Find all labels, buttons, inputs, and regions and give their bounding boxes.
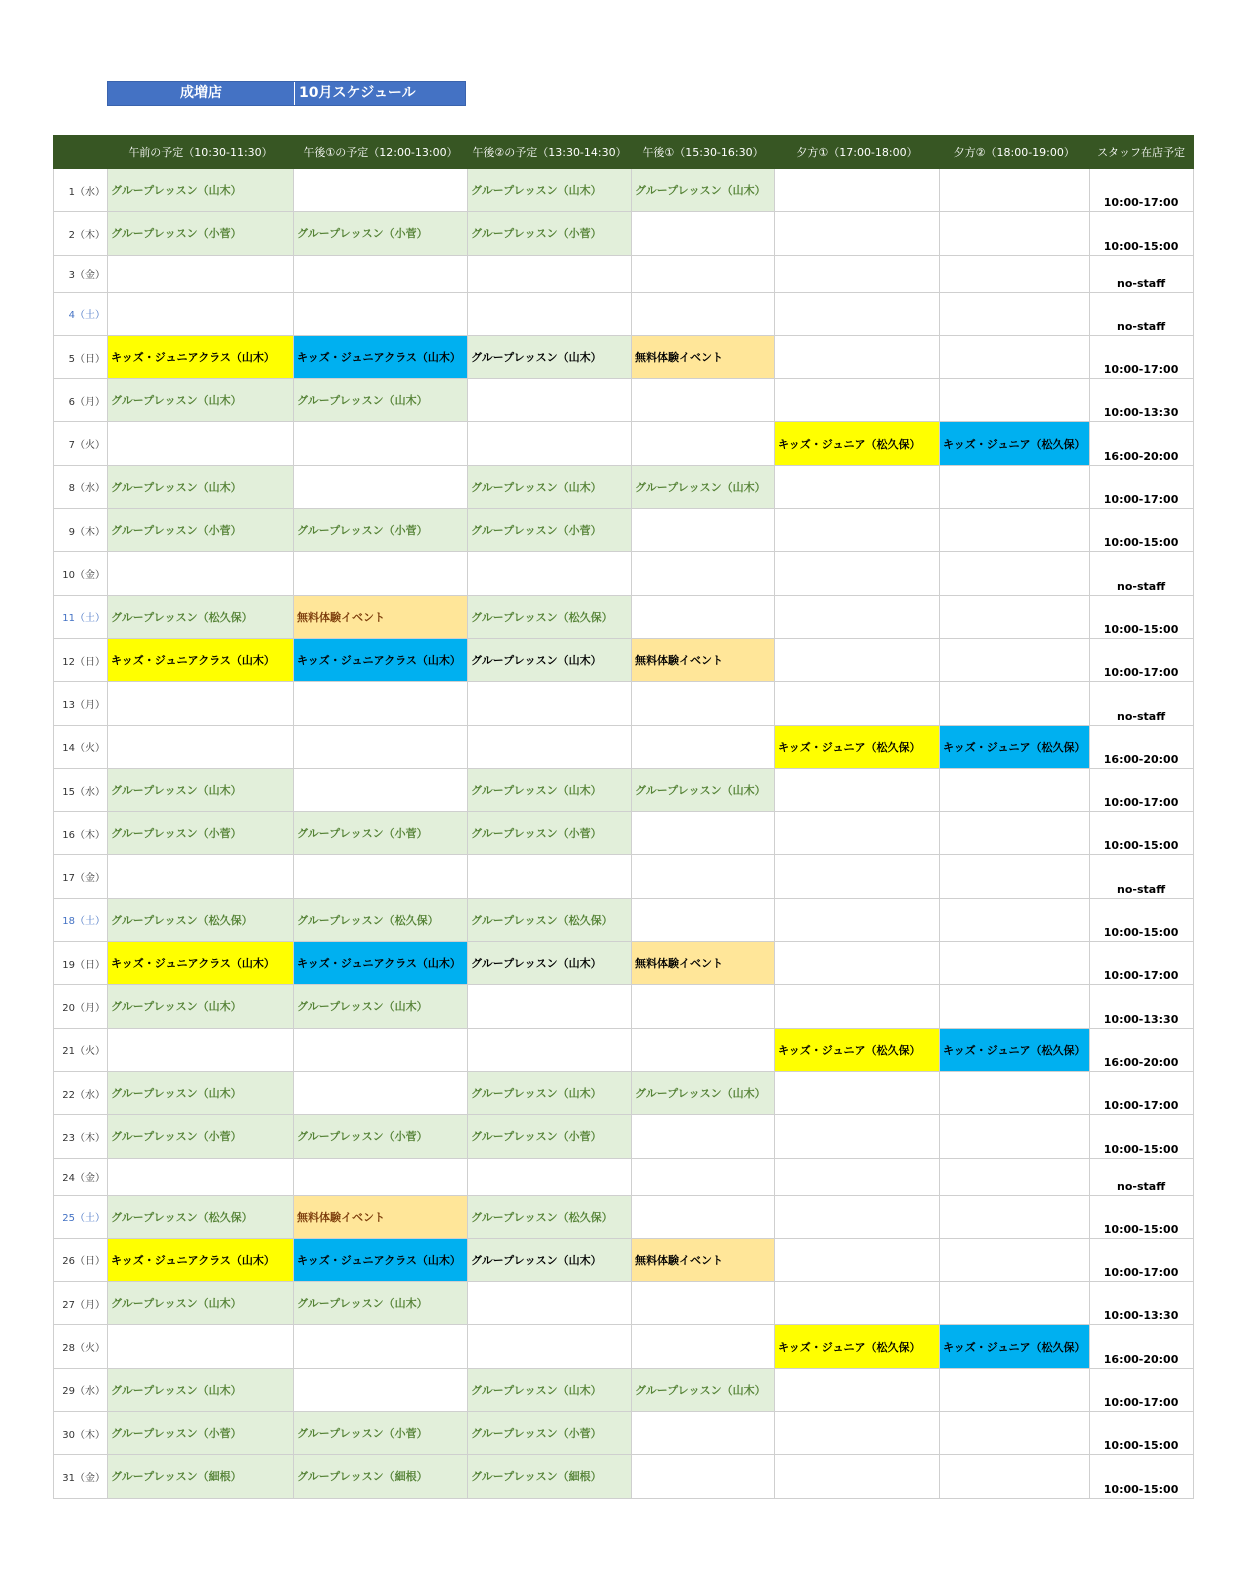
slot-afternoon-3 xyxy=(632,682,775,725)
schedule-body xyxy=(54,169,1194,1499)
slot-afternoon-2 xyxy=(468,1325,632,1368)
slot-morning xyxy=(108,682,294,725)
slot-afternoon-2 xyxy=(468,552,632,595)
slot-afternoon-2 xyxy=(468,725,632,768)
slot-afternoon-3 xyxy=(632,1455,775,1498)
slot-afternoon-2 xyxy=(468,379,632,422)
slot-afternoon-1: グループレッスン（小菅） xyxy=(294,1115,468,1158)
header-row xyxy=(54,136,1194,169)
slot-afternoon-1: グループレッスン（松久保） xyxy=(294,898,468,941)
day-label: 31（金） xyxy=(54,1455,108,1498)
slot-afternoon-2: グループレッスン（山木） xyxy=(468,1368,632,1411)
slot-morning: グループレッスン（松久保） xyxy=(108,595,294,638)
slot-morning: キッズ・ジュニアクラス（山木） xyxy=(108,1238,294,1281)
slot-afternoon-3 xyxy=(632,1115,775,1158)
staff-hours: 10:00-17:00 xyxy=(1089,169,1193,212)
table-row xyxy=(54,335,1194,378)
slot-evening-2: キッズ・ジュニア（松久保） xyxy=(940,1325,1090,1368)
slot-afternoon-2 xyxy=(468,1282,632,1325)
slot-afternoon-1: キッズ・ジュニアクラス（山木） xyxy=(294,1238,468,1281)
table-row xyxy=(54,855,1194,898)
slot-evening-2 xyxy=(940,1412,1090,1455)
slot-afternoon-2: グループレッスン（山木） xyxy=(468,465,632,508)
slot-morning: グループレッスン（山木） xyxy=(108,1071,294,1114)
staff-hours: 10:00-15:00 xyxy=(1089,1195,1193,1238)
slot-afternoon-3 xyxy=(632,1195,775,1238)
slot-afternoon-3 xyxy=(632,855,775,898)
staff-hours: 10:00-17:00 xyxy=(1089,335,1193,378)
slot-afternoon-3: 無料体験イベント xyxy=(632,1238,775,1281)
slot-evening-2 xyxy=(940,855,1090,898)
header-evening-1: 夕方①（17:00-18:00） xyxy=(775,136,940,169)
slot-afternoon-3 xyxy=(632,985,775,1028)
slot-afternoon-1 xyxy=(294,169,468,212)
slot-afternoon-2: グループレッスン（松久保） xyxy=(468,1195,632,1238)
slot-evening-1 xyxy=(775,379,940,422)
staff-hours: 10:00-17:00 xyxy=(1089,768,1193,811)
slot-morning xyxy=(108,1158,294,1195)
slot-afternoon-2: グループレッスン（小菅） xyxy=(468,212,632,255)
staff-hours: 10:00-17:00 xyxy=(1089,1238,1193,1281)
slot-afternoon-1: キッズ・ジュニアクラス（山木） xyxy=(294,638,468,681)
slot-afternoon-1 xyxy=(294,1158,468,1195)
day-label: 25（土） xyxy=(54,1195,108,1238)
header-afternoon-1: 午後①の予定（12:00-13:00） xyxy=(294,136,468,169)
slot-afternoon-1: グループレッスン（小菅） xyxy=(294,212,468,255)
table-row xyxy=(54,1238,1194,1281)
slot-afternoon-1: グループレッスン（山木） xyxy=(294,1282,468,1325)
table-row xyxy=(54,169,1194,212)
slot-morning: グループレッスン（松久保） xyxy=(108,1195,294,1238)
slot-evening-2 xyxy=(940,812,1090,855)
slot-afternoon-3: 無料体験イベント xyxy=(632,942,775,985)
slot-evening-2 xyxy=(940,169,1090,212)
slot-evening-1 xyxy=(775,465,940,508)
staff-hours: 16:00-20:00 xyxy=(1089,725,1193,768)
table-row xyxy=(54,682,1194,725)
slot-afternoon-1: グループレッスン（小菅） xyxy=(294,1412,468,1455)
slot-afternoon-2 xyxy=(468,1158,632,1195)
day-label: 29（水） xyxy=(54,1368,108,1411)
table-row xyxy=(54,1028,1194,1071)
slot-afternoon-3 xyxy=(632,552,775,595)
slot-evening-1 xyxy=(775,942,940,985)
staff-hours: 10:00-17:00 xyxy=(1089,942,1193,985)
slot-afternoon-3 xyxy=(632,292,775,335)
slot-afternoon-3 xyxy=(632,1158,775,1195)
slot-morning xyxy=(108,1028,294,1071)
slot-afternoon-2: グループレッスン（山木） xyxy=(468,1071,632,1114)
table-row xyxy=(54,1455,1194,1498)
slot-afternoon-1 xyxy=(294,855,468,898)
slot-evening-2 xyxy=(940,942,1090,985)
slot-afternoon-3 xyxy=(632,1028,775,1071)
slot-afternoon-1: 無料体験イベント xyxy=(294,1195,468,1238)
table-row xyxy=(54,638,1194,681)
header-day xyxy=(54,136,108,169)
staff-hours: 10:00-15:00 xyxy=(1089,898,1193,941)
slot-afternoon-2: グループレッスン（山木） xyxy=(468,638,632,681)
slot-afternoon-3: グループレッスン（山木） xyxy=(632,1368,775,1411)
staff-hours: 16:00-20:00 xyxy=(1089,422,1193,465)
slot-evening-2: キッズ・ジュニア（松久保） xyxy=(940,422,1090,465)
slot-afternoon-3: 無料体験イベント xyxy=(632,638,775,681)
staff-hours: no-staff xyxy=(1089,682,1193,725)
slot-afternoon-1 xyxy=(294,292,468,335)
day-label: 17（金） xyxy=(54,855,108,898)
table-row xyxy=(54,812,1194,855)
slot-afternoon-2: グループレッスン（小菅） xyxy=(468,1115,632,1158)
staff-hours: 10:00-17:00 xyxy=(1089,465,1193,508)
slot-afternoon-3: グループレッスン（山木） xyxy=(632,1071,775,1114)
staff-hours: 10:00-17:00 xyxy=(1089,1071,1193,1114)
slot-afternoon-3 xyxy=(632,725,775,768)
table-row xyxy=(54,1325,1194,1368)
slot-morning: グループレッスン（山木） xyxy=(108,1368,294,1411)
month-title: 10月スケジュール xyxy=(294,82,465,105)
table-row xyxy=(54,292,1194,335)
slot-afternoon-3 xyxy=(632,422,775,465)
slot-afternoon-1 xyxy=(294,1368,468,1411)
slot-morning: グループレッスン（細根） xyxy=(108,1455,294,1498)
slot-evening-2 xyxy=(940,379,1090,422)
staff-hours: 16:00-20:00 xyxy=(1089,1325,1193,1368)
table-row xyxy=(54,1412,1194,1455)
slot-evening-1: キッズ・ジュニア（松久保） xyxy=(775,1325,940,1368)
slot-morning xyxy=(108,552,294,595)
slot-afternoon-1 xyxy=(294,768,468,811)
slot-afternoon-2 xyxy=(468,292,632,335)
day-label: 8（水） xyxy=(54,465,108,508)
staff-hours: 10:00-13:30 xyxy=(1089,985,1193,1028)
schedule-table xyxy=(53,135,1194,1499)
slot-afternoon-1 xyxy=(294,725,468,768)
slot-evening-2 xyxy=(940,595,1090,638)
slot-afternoon-2 xyxy=(468,422,632,465)
staff-hours: 10:00-15:00 xyxy=(1089,595,1193,638)
slot-afternoon-2: グループレッスン（小菅） xyxy=(468,1412,632,1455)
slot-evening-1 xyxy=(775,1158,940,1195)
slot-afternoon-2 xyxy=(468,855,632,898)
store-name: 成増店 xyxy=(180,85,222,101)
slot-morning: グループレッスン（小菅） xyxy=(108,212,294,255)
slot-afternoon-3: 無料体験イベント xyxy=(632,335,775,378)
table-row xyxy=(54,552,1194,595)
slot-evening-1 xyxy=(775,255,940,292)
slot-evening-1 xyxy=(775,1115,940,1158)
slot-morning: グループレッスン（小菅） xyxy=(108,1115,294,1158)
slot-afternoon-2: グループレッスン（山木） xyxy=(468,942,632,985)
slot-afternoon-2: グループレッスン（松久保） xyxy=(468,595,632,638)
table-row xyxy=(54,1195,1194,1238)
slot-evening-1 xyxy=(775,682,940,725)
header-staff: スタッフ在店予定 xyxy=(1089,136,1193,169)
slot-evening-1 xyxy=(775,1455,940,1498)
slot-evening-1 xyxy=(775,638,940,681)
header-evening-2: 夕方②（18:00-19:00） xyxy=(940,136,1090,169)
table-row xyxy=(54,212,1194,255)
slot-evening-2 xyxy=(940,682,1090,725)
slot-evening-1 xyxy=(775,552,940,595)
staff-hours: no-staff xyxy=(1089,552,1193,595)
day-label: 19（日） xyxy=(54,942,108,985)
slot-evening-2 xyxy=(940,1282,1090,1325)
day-label: 16（木） xyxy=(54,812,108,855)
table-row xyxy=(54,942,1194,985)
slot-morning xyxy=(108,292,294,335)
day-label: 18（土） xyxy=(54,898,108,941)
day-label: 27（月） xyxy=(54,1282,108,1325)
day-label: 15（水） xyxy=(54,768,108,811)
slot-morning: キッズ・ジュニアクラス（山木） xyxy=(108,335,294,378)
slot-evening-2 xyxy=(940,768,1090,811)
day-label: 22（水） xyxy=(54,1071,108,1114)
staff-hours: 10:00-15:00 xyxy=(1089,1455,1193,1498)
slot-afternoon-1 xyxy=(294,255,468,292)
slot-evening-1 xyxy=(775,292,940,335)
slot-afternoon-1: グループレッスン（山木） xyxy=(294,379,468,422)
slot-afternoon-1 xyxy=(294,1028,468,1071)
slot-afternoon-3 xyxy=(632,212,775,255)
slot-evening-2 xyxy=(940,465,1090,508)
slot-afternoon-3 xyxy=(632,1325,775,1368)
slot-evening-1 xyxy=(775,1195,940,1238)
table-row xyxy=(54,725,1194,768)
slot-afternoon-2: グループレッスン（山木） xyxy=(468,169,632,212)
slot-morning: グループレッスン（山木） xyxy=(108,465,294,508)
slot-evening-2 xyxy=(940,1195,1090,1238)
slot-evening-1: キッズ・ジュニア（松久保） xyxy=(775,422,940,465)
slot-afternoon-1: グループレッスン（細根） xyxy=(294,1455,468,1498)
slot-morning: グループレッスン（松久保） xyxy=(108,898,294,941)
header-morning: 午前の予定（10:30-11:30） xyxy=(108,136,294,169)
slot-evening-2 xyxy=(940,335,1090,378)
slot-evening-1 xyxy=(775,169,940,212)
slot-evening-1 xyxy=(775,898,940,941)
slot-morning xyxy=(108,255,294,292)
slot-evening-2 xyxy=(940,1071,1090,1114)
slot-afternoon-1 xyxy=(294,552,468,595)
slot-evening-2 xyxy=(940,1115,1090,1158)
staff-hours: 10:00-13:30 xyxy=(1089,379,1193,422)
staff-hours: 10:00-15:00 xyxy=(1089,812,1193,855)
slot-afternoon-1: キッズ・ジュニアクラス（山木） xyxy=(294,335,468,378)
table-row xyxy=(54,768,1194,811)
slot-evening-1 xyxy=(775,1238,940,1281)
slot-morning: グループレッスン（山木） xyxy=(108,768,294,811)
slot-afternoon-2: グループレッスン（松久保） xyxy=(468,898,632,941)
day-label: 12（日） xyxy=(54,638,108,681)
slot-afternoon-2: グループレッスン（山木） xyxy=(468,1238,632,1281)
slot-afternoon-2 xyxy=(468,1028,632,1071)
slot-morning: グループレッスン（山木） xyxy=(108,1282,294,1325)
slot-afternoon-1: グループレッスン（山木） xyxy=(294,985,468,1028)
day-label: 30（木） xyxy=(54,1412,108,1455)
slot-evening-1 xyxy=(775,1282,940,1325)
staff-hours: no-staff xyxy=(1089,292,1193,335)
slot-morning: グループレッスン（山木） xyxy=(108,379,294,422)
table-row xyxy=(54,509,1194,552)
slot-morning xyxy=(108,855,294,898)
day-label: 20（月） xyxy=(54,985,108,1028)
slot-morning xyxy=(108,1325,294,1368)
slot-afternoon-3: グループレッスン（山木） xyxy=(632,169,775,212)
slot-afternoon-3 xyxy=(632,509,775,552)
slot-evening-2 xyxy=(940,292,1090,335)
day-label: 9（木） xyxy=(54,509,108,552)
slot-afternoon-3 xyxy=(632,812,775,855)
day-label: 10（金） xyxy=(54,552,108,595)
slot-afternoon-2 xyxy=(468,255,632,292)
day-label: 13（月） xyxy=(54,682,108,725)
slot-afternoon-3: グループレッスン（山木） xyxy=(632,768,775,811)
slot-evening-1 xyxy=(775,595,940,638)
day-label: 24（金） xyxy=(54,1158,108,1195)
slot-afternoon-3 xyxy=(632,1412,775,1455)
table-row xyxy=(54,1368,1194,1411)
slot-morning: グループレッスン（小菅） xyxy=(108,812,294,855)
slot-evening-2 xyxy=(940,509,1090,552)
slot-evening-2 xyxy=(940,255,1090,292)
slot-evening-2: キッズ・ジュニア（松久保） xyxy=(940,725,1090,768)
slot-afternoon-3 xyxy=(632,255,775,292)
slot-evening-2 xyxy=(940,1238,1090,1281)
slot-morning: グループレッスン（山木） xyxy=(108,985,294,1028)
slot-afternoon-3 xyxy=(632,379,775,422)
day-label: 26（日） xyxy=(54,1238,108,1281)
slot-afternoon-3: グループレッスン（山木） xyxy=(632,465,775,508)
table-row xyxy=(54,985,1194,1028)
table-row xyxy=(54,1071,1194,1114)
slot-afternoon-2: グループレッスン（小菅） xyxy=(468,812,632,855)
table-row xyxy=(54,1282,1194,1325)
slot-evening-1 xyxy=(775,1412,940,1455)
slot-evening-2 xyxy=(940,1368,1090,1411)
slot-morning xyxy=(108,422,294,465)
slot-afternoon-2 xyxy=(468,985,632,1028)
slot-evening-1 xyxy=(775,212,940,255)
slot-afternoon-1: グループレッスン（小菅） xyxy=(294,509,468,552)
day-label: 28（火） xyxy=(54,1325,108,1368)
staff-hours: 10:00-17:00 xyxy=(1089,638,1193,681)
day-label: 6（月） xyxy=(54,379,108,422)
table-row xyxy=(54,595,1194,638)
slot-evening-2 xyxy=(940,985,1090,1028)
staff-hours: 16:00-20:00 xyxy=(1089,1028,1193,1071)
slot-evening-1 xyxy=(775,985,940,1028)
slot-evening-1 xyxy=(775,855,940,898)
slot-afternoon-1: 無料体験イベント xyxy=(294,595,468,638)
slot-evening-1 xyxy=(775,812,940,855)
table-row xyxy=(54,898,1194,941)
slot-afternoon-3 xyxy=(632,1282,775,1325)
slot-evening-1: キッズ・ジュニア（松久保） xyxy=(775,1028,940,1071)
slot-evening-2 xyxy=(940,898,1090,941)
slot-evening-1 xyxy=(775,335,940,378)
slot-afternoon-2: グループレッスン（山木） xyxy=(468,768,632,811)
slot-afternoon-2: グループレッスン（細根） xyxy=(468,1455,632,1498)
staff-hours: 10:00-15:00 xyxy=(1089,1115,1193,1158)
slot-morning: キッズ・ジュニアクラス（山木） xyxy=(108,638,294,681)
slot-morning: キッズ・ジュニアクラス（山木） xyxy=(108,942,294,985)
staff-hours: no-staff xyxy=(1089,255,1193,292)
slot-afternoon-1 xyxy=(294,682,468,725)
slot-morning: グループレッスン（小菅） xyxy=(108,1412,294,1455)
header-afternoon-3: 午後①（15:30-16:30） xyxy=(632,136,775,169)
slot-afternoon-3 xyxy=(632,898,775,941)
table-row xyxy=(54,379,1194,422)
slot-evening-1 xyxy=(775,1071,940,1114)
slot-evening-1 xyxy=(775,1368,940,1411)
day-label: 11（土） xyxy=(54,595,108,638)
slot-evening-2 xyxy=(940,1158,1090,1195)
table-row xyxy=(54,255,1194,292)
day-label: 7（火） xyxy=(54,422,108,465)
staff-hours: no-staff xyxy=(1089,1158,1193,1195)
table-row xyxy=(54,422,1194,465)
slot-afternoon-2: グループレッスン（山木） xyxy=(468,335,632,378)
day-label: 1（水） xyxy=(54,169,108,212)
day-label: 2（木） xyxy=(54,212,108,255)
staff-hours: no-staff xyxy=(1089,855,1193,898)
slot-evening-2 xyxy=(940,212,1090,255)
staff-hours: 10:00-15:00 xyxy=(1089,212,1193,255)
slot-afternoon-1 xyxy=(294,1325,468,1368)
slot-evening-2: キッズ・ジュニア（松久保） xyxy=(940,1028,1090,1071)
staff-hours: 10:00-17:00 xyxy=(1089,1368,1193,1411)
slot-afternoon-1 xyxy=(294,465,468,508)
day-label: 23（木） xyxy=(54,1115,108,1158)
day-label: 4（土） xyxy=(54,292,108,335)
slot-evening-2 xyxy=(940,638,1090,681)
table-row xyxy=(54,1115,1194,1158)
staff-hours: 10:00-15:00 xyxy=(1089,509,1193,552)
slot-morning: グループレッスン（山木） xyxy=(108,169,294,212)
slot-evening-2 xyxy=(940,552,1090,595)
slot-afternoon-2: グループレッスン（小菅） xyxy=(468,509,632,552)
slot-evening-1: キッズ・ジュニア（松久保） xyxy=(775,725,940,768)
staff-hours: 10:00-13:30 xyxy=(1089,1282,1193,1325)
day-label: 14（火） xyxy=(54,725,108,768)
staff-hours: 10:00-15:00 xyxy=(1089,1412,1193,1455)
table-row xyxy=(54,465,1194,508)
table-row xyxy=(54,1158,1194,1195)
slot-evening-1 xyxy=(775,509,940,552)
slot-morning xyxy=(108,725,294,768)
day-label: 5（日） xyxy=(54,335,108,378)
slot-morning: グループレッスン（小菅） xyxy=(108,509,294,552)
slot-evening-2 xyxy=(940,1455,1090,1498)
slot-afternoon-1 xyxy=(294,1071,468,1114)
slot-afternoon-1: グループレッスン（小菅） xyxy=(294,812,468,855)
slot-afternoon-3 xyxy=(632,595,775,638)
header-afternoon-2: 午後②の予定（13:30-14:30） xyxy=(468,136,632,169)
slot-afternoon-1 xyxy=(294,422,468,465)
day-label: 3（金） xyxy=(54,255,108,292)
slot-afternoon-2 xyxy=(468,682,632,725)
day-label: 21（火） xyxy=(54,1028,108,1071)
schedule-title-bar xyxy=(107,81,466,106)
slot-evening-1 xyxy=(775,768,940,811)
slot-afternoon-1: キッズ・ジュニアクラス（山木） xyxy=(294,942,468,985)
